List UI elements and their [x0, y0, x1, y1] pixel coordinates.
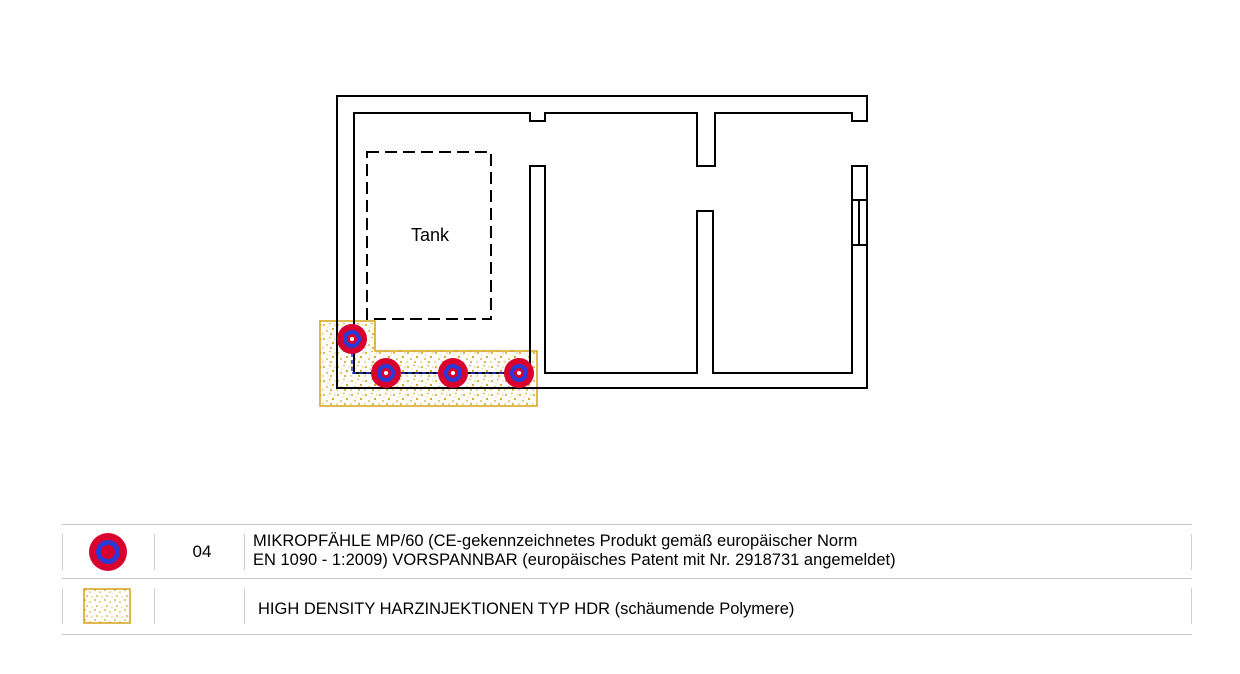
tank-label: Tank	[410, 225, 450, 245]
legend-divider	[62, 524, 1192, 525]
tank	[367, 152, 491, 319]
pile-icon	[88, 532, 128, 572]
micropile-3	[438, 358, 468, 388]
legend-divider	[62, 634, 1192, 635]
micropile-2	[371, 358, 401, 388]
legend-description: HIGH DENSITY HARZINJEKTIONEN TYP HDR (schäumende Polymere)	[258, 600, 795, 618]
legend-divider	[62, 578, 1192, 579]
legend-description-line-2: EN 1090 - 1:2009) VORSPANNBAR (europäisches Patent mit Nr. 2918731 angemeldet)	[253, 551, 896, 569]
legend-description-line-1: MIKROPFÄHLE MP/60 (CE-gekennzeichnetes Produkt gemäß europäischer Norm	[253, 532, 858, 550]
resin-icon	[83, 588, 131, 624]
micropile-1	[337, 324, 367, 354]
micropile-4	[504, 358, 534, 388]
legend-count: 04	[192, 542, 212, 561]
legend-description	[253, 532, 896, 570]
